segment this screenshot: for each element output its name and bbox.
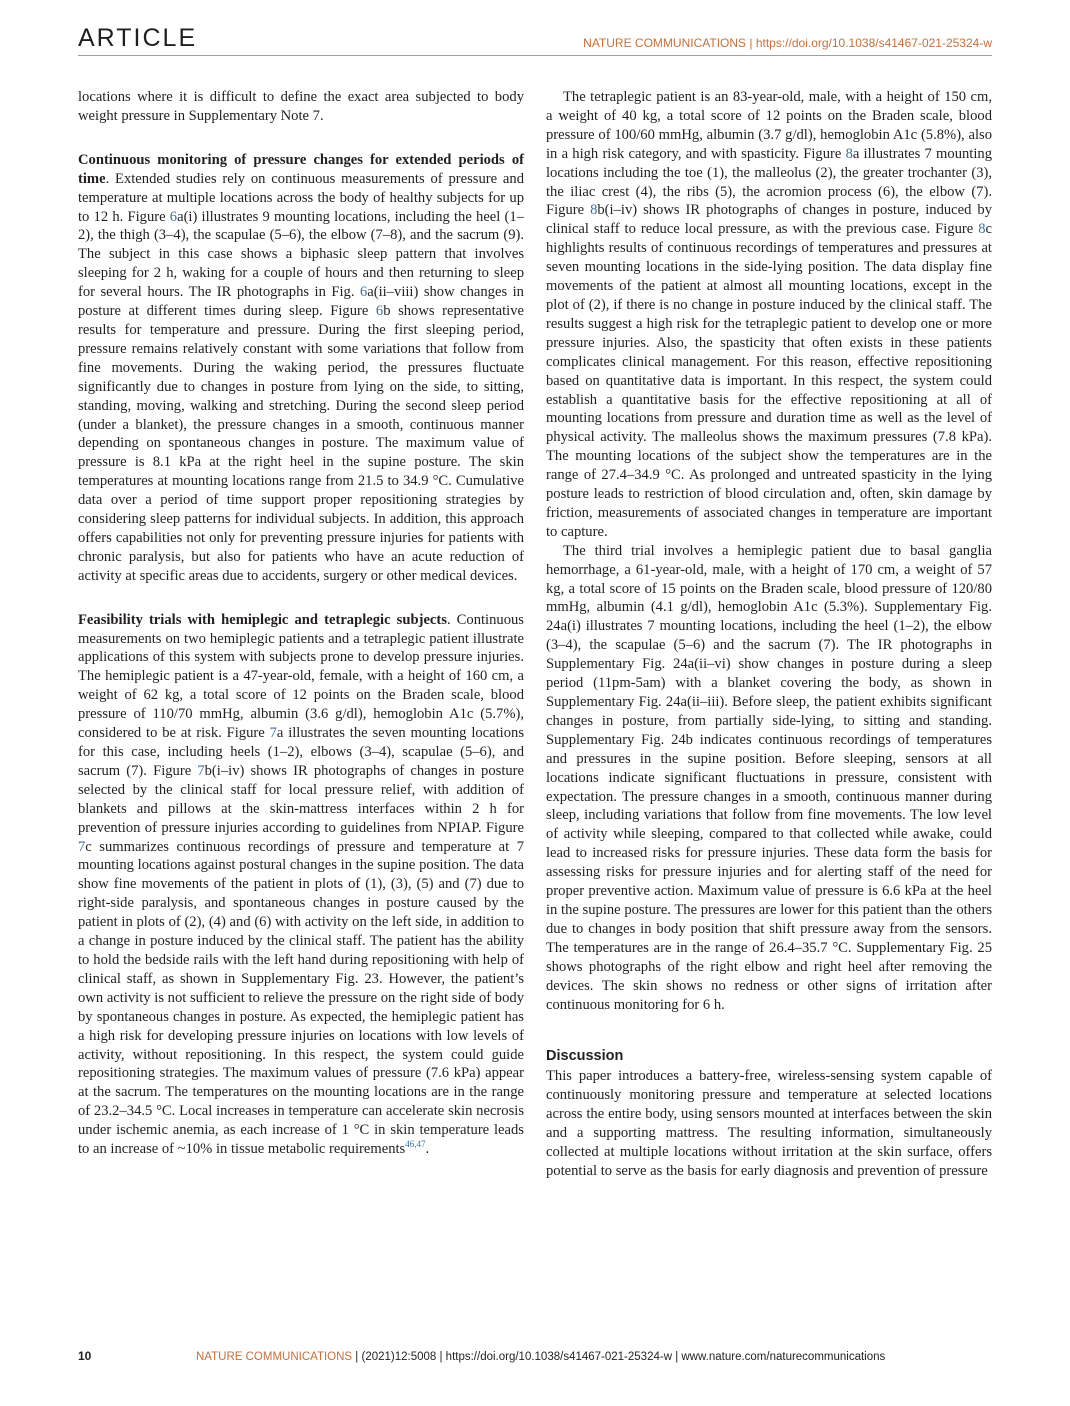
- figure-ref-link[interactable]: 8: [590, 202, 598, 219]
- figure-ref-link[interactable]: 6: [359, 284, 368, 301]
- section-label: ARTICLE: [78, 24, 198, 52]
- page-footer: [78, 1349, 992, 1363]
- paragraph: locations where it is difficult to define the exact area subjected to body weight pressure in Supplementary Note 7.: [78, 89, 524, 124]
- section-heading-discussion: Discussion: [546, 1048, 624, 1065]
- run-in-heading: Feasibility trials with hemiplegic and tetraplegic subjects: [78, 611, 447, 628]
- right-column: [546, 88, 992, 1181]
- left-column: [78, 88, 524, 1159]
- paragraph: This paper introduces a battery-free, wireless-sensing system capable of continuously monitoring pressure and temperature at selected locations across the entire body, using sensors mounted at interfaces between the skin and a supporting mattress. The resulting information, simultaneously collected at multiple locations without irritation at the skin surface, offers potential to serve as the basis for early diagnosis and prevention of pressure: [546, 1068, 992, 1179]
- paragraph: The tetraplegic patient is an 83-year-old, male, with a height of 150 cm, a weight of 40 kg, a total score of 12 points on the Braden scale, blood pressure of 100/60 mmHg, albumin (3.7 g/dl), hemoglobin A1c (5.8%), also in a high risk category, and with spasticity. Figure 8a illustrates 7 mounting locations including the toe (1), the malleolus (2), the greater trochanter (3), the iliac crest (4), the ribs (5), the acromion process (6), the elbow (7). Figure 8b(i–iv) shows IR photographs of changes in posture, induced by clinical staff to reduce local pressure, as with the previous case. Figure 8c highlights results of continuous recordings of temperatures and pressures at seven mounting locations in the side-lying position. The data display fine movements of the patient at almost all mounting locations, except in the plot of (2), if there is no change in posture induced by the clinical staff. The results suggest a high risk for the tetraplegic patient to develop one or more pressure injuries. Also, the spasticity that often exists in these patients complicates clinical management. For this reason, effective repositioning based on quantitative data is important. In this respect, the system could establish a quantitative basis for the effective repositioning at all of mounting locations from pressure and duration time as well as the level of physical activity. The malleolus shows the maximum pressures (7.8 kPa). The mounting locations of the subject show the temperatures are in the range of 27.4–34.9 °C. As prolonged and untreated spasticity in the lying posture leads to restriction of blood circulation and, often, skin damage by friction, measurements of associated changes in temperature are important to capture.: [546, 89, 992, 540]
- journal-header-link[interactable]: NATURE COMMUNICATIONS | https://doi.org/10.1038/s41467-021-25324-w: [583, 36, 992, 50]
- figure-ref-link[interactable]: 7: [197, 762, 205, 779]
- header-divider: [78, 55, 992, 56]
- citation-link[interactable]: 46,47: [405, 1139, 426, 1150]
- footer-journal-name[interactable]: NATURE COMMUNICATIONS: [196, 1351, 353, 1363]
- figure-ref-link[interactable]: 6: [375, 303, 384, 320]
- run-in-heading: Continuous monitoring of pressure changes for extended periods of time: [78, 151, 524, 187]
- figure-ref-link[interactable]: 8: [845, 145, 853, 162]
- figure-ref-link[interactable]: 7: [269, 725, 277, 742]
- paragraph: Continuous monitoring of pressure changes for extended periods of time. Extended studies rely on continuous measurements of pressure and temperature at multiple locations across the body of healthy subjects for up to 12 h. Figure 6a(i) illustrates 9 mounting locations, including the heel (1–2), the thigh (3–4), the scapulae (5–6), the elbow (7–8), and the sacrum (9). The subject in this case shows a biphasic sleep pattern that involves sleeping for 2 h, waking for a couple of hours and then returning to sleep for several hours. The IR photographs in Fig. 6a(ii–viii) show changes in posture at different times during sleep. Figure 6b shows representative results for temperature and pressure. During the first sleeping period, pressure remains relatively constant with some variations that follow from fine movements. During the waking period, the pressures fluctuate significantly due to changes in posture from lying on the side, to sitting, standing, moving, walking and stretching. During the second sleep period (under a blanket), the pressure changes in a smooth, continuous manner depending on spontaneous changes in posture. The maximum value of pressure is 8.1 kPa at the right heel in the supine posture. The skin temperatures at mounting locations range from 21.5 to 34.9 °C. Cumulative data over a period of time support proper repositioning strategies by considering sleep patterns for individual subjects. In addition, this approach offers capabilities not only for preventing pressure injuries for patients with chronic paralysis, but also for patients who have an acute reduction of activity at specific areas due to accidents, surgery or other medical devices.: [78, 151, 524, 584]
- page-number: 10: [78, 1349, 92, 1363]
- paragraph: The third trial involves a hemiplegic patient due to basal ganglia hemorrhage, a 61-year-old, male, with a height of 170 cm, a weight of 57 kg, a total score of 15 points on the Braden scale, blood pressure of 120/80 mmHg, albumin (4.1 g/dl), hemoglobin A1c (5.3%). Supplementary Fig. 24a(i) illustrates 7 mounting locations, including the heel (1–2), the elbow (3–4), the scapulae (5–6) and the sacrum (7). The IR photographs in Supplementary Fig. 24a(ii–vi) show changes in posture during a sleep period (11pm-5am) with a blanket covering the body, as shown in Supplementary Fig. 24a(ii–iii). Before sleep, the patient exhibits significant changes in posture, from partially side-lying, to sitting and standing. Supplementary Fig. 24b indicates continuous recordings of temperatures and pressures in the supine position. Before sleeping, sensors at all locations indicate significant fluctuations in pressure, consistent with expectation. The pressure changes in a smooth, continuous manner during sleep, including variations that follow from fine movements. The low level of activity while sleeping, compared to that collected while awake, could lead to increased risks for pressure injuries. These data form the basis for assessing risks for pressure injuries and for alerting staff of the need for proper preventive action. Maximum value of pressure is 6.6 kPa at the heel in the supine posture. The pressures are lower for this patient than the others due to changes in body position that shift pressure away from the sensors. The temperatures are in the range of 26.4–35.7 °C. Supplementary Fig. 25 shows photographs of the right elbow and right heel after removing the devices. The skin shows no redness or other signs of irritation after continuous monitoring for 6 h.: [546, 542, 992, 1013]
- figure-ref-link[interactable]: 7: [78, 838, 86, 855]
- footer-citation: | (2021)12:5008 | https://doi.org/10.1038/s41467-021-25324-w | www.nature.com/naturecommunications: [352, 1351, 886, 1363]
- figure-ref-link[interactable]: 8: [978, 221, 986, 238]
- paragraph: Feasibility trials with hemiplegic and tetraplegic subjects. Continuous measurements on two hemiplegic patients and a tetraplegic patient illustrate applications of this system with subjects prone to develop pressure injuries. The hemiplegic patient is a 47-year-old, female, with a height of 160 cm, a weight of 62 kg, a total score of 12 points on the Braden scale, blood pressure of 110/70 mmHg, albumin (3.6 g/dl), hemoglobin A1c (5.7%), considered to be at risk. Figure 7a illustrates the seven mounting locations for this case, including heels (1–2), elbows (3–4), scapulae (5–6), and sacrum (7). Figure 7b(i–iv) shows IR photographs of changes in posture selected by the clinical staff for local pressure relief, with addition of blankets and pillows at the skin-mattress interfaces within 2 h for prevention of pressure injuries according to guidelines from NPIAP. Figure 7c summarizes continuous recordings of pressure and temperature at 7 mounting locations against postural changes in the supine position. The data show fine movements of the patient in plots of (1), (3), (5) and (7) due to right-side paralysis, and spontaneous changes in posture caused by the patient in plots of (2), (4) and (6) with activity on the left side, in addition to a change in posture induced by the clinical staff. The patient has the ability to hold the bedside rails with the left hand during repositioning with help of clinical staff, as shown in Supplementary Fig. 23. However, the patient’s own activity is not sufficient to relieve the pressure on the right side of body by spontaneous changes in posture. As expected, the hemiplegic patient has a high risk for developing pressure injuries on locations with low levels of activity, without repositioning. In this respect, the system could guide repositioning strategies. The maximum values of pressure (7.6 kPa) appear at the sacrum. The temperatures on the mounting locations are in the range of 23.2–34.5 °C. Local increases in temperature can accelerate skin necrosis under ischemic anemia, as each increase of 1 °C in skin temperature leads to an increase of ~10% in tissue metabolic requirements$^{46,47}$.: [78, 611, 525, 1158]
- figure-ref-link[interactable]: 6: [169, 208, 178, 225]
